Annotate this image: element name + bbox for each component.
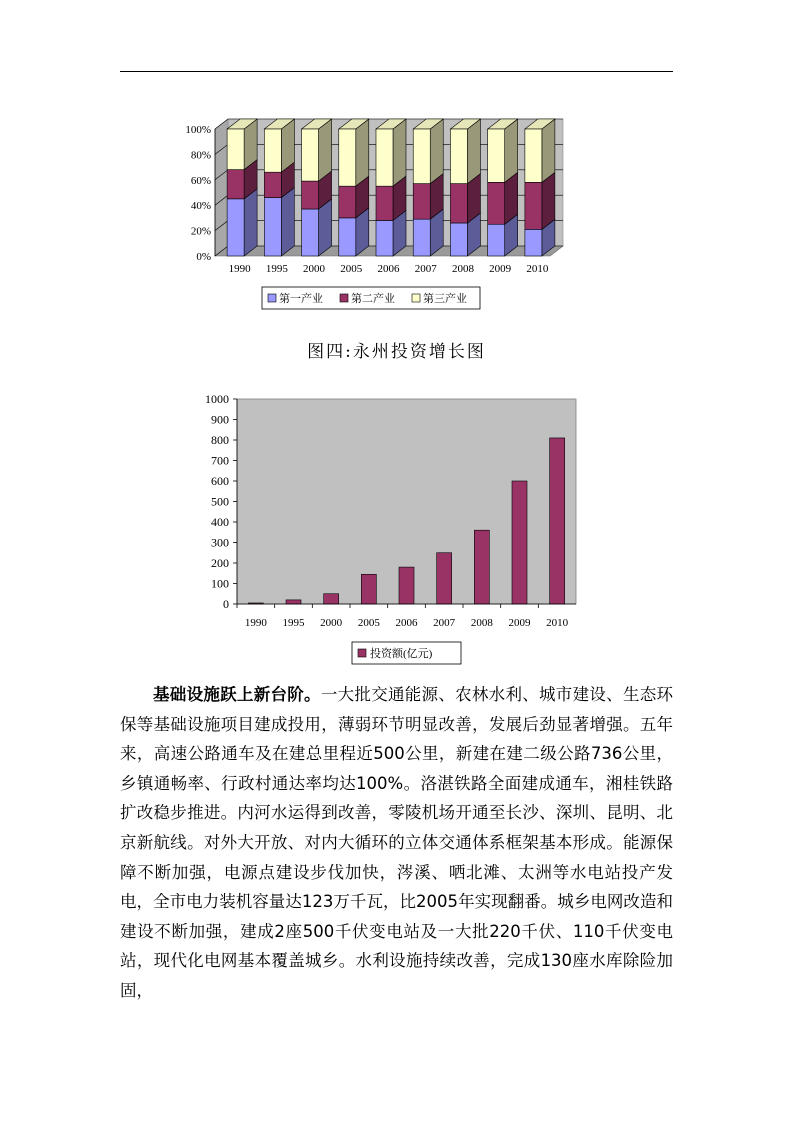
bar-front [302, 209, 319, 256]
bar-front [264, 129, 281, 172]
bar-front [450, 129, 467, 184]
y-tick-label: 200 [211, 556, 229, 570]
bar-front [525, 182, 542, 229]
bar-front [413, 219, 430, 256]
bar-side [356, 119, 369, 186]
y-tick-label: 80% [190, 149, 211, 162]
bar-segment-2007-3 [413, 119, 443, 184]
bar-front [376, 220, 393, 256]
legend-label: 第一产业 [279, 293, 323, 305]
bar-side [244, 189, 257, 256]
x-tick-label: 2000 [320, 617, 343, 629]
x-tick-label: 2000 [303, 263, 326, 275]
bar-segment-1995-3 [264, 119, 294, 172]
bar-front [227, 129, 244, 170]
chart1-legend [262, 287, 480, 309]
bar-front [488, 182, 505, 224]
bar-1995 [286, 600, 301, 604]
bar-front [488, 224, 505, 256]
x-tick-label: 2008 [451, 263, 474, 275]
bar-2000 [324, 594, 339, 604]
bar-side [319, 119, 332, 181]
bar-front [227, 170, 244, 199]
x-tick-label: 2010 [526, 263, 549, 275]
bar-front [488, 129, 505, 182]
bar-front [376, 129, 393, 186]
legend-label: 第三产业 [423, 293, 467, 305]
x-tick-label: 2009 [508, 617, 531, 629]
bar-2006 [399, 567, 414, 604]
bar-front [413, 129, 430, 184]
y-tick-label: 900 [211, 412, 229, 427]
bar-segment-2008-3 [450, 119, 480, 184]
x-tick-label: 2006 [377, 263, 400, 275]
bar-front [264, 172, 281, 197]
bar-front [339, 129, 356, 186]
chart1-yaxis [185, 124, 215, 263]
x-tick-label: 2005 [340, 263, 363, 275]
bar-2010 [550, 438, 565, 604]
bar-2008 [474, 530, 489, 604]
bar-2009 [512, 481, 527, 604]
x-tick-label: 2005 [357, 617, 380, 629]
chart1-bars [227, 119, 555, 256]
chart2-yaxis [205, 392, 237, 611]
bar-front [227, 199, 244, 256]
legend-swatch [340, 294, 348, 302]
chart2-legend [352, 642, 461, 664]
y-tick-label: 100% [185, 124, 211, 136]
legend-label: 投资额(亿元) [370, 648, 433, 660]
bar-2005 [361, 574, 376, 604]
y-tick-label: 0% [196, 251, 211, 263]
x-tick-label: 2006 [395, 617, 418, 629]
bar-side [430, 119, 443, 184]
bar-front [264, 198, 281, 256]
bar-segment-2009-3 [488, 119, 518, 182]
y-tick-label: 800 [211, 433, 229, 447]
x-tick-label: 1995 [282, 617, 305, 629]
bar-front [339, 218, 356, 256]
bar-side [542, 119, 555, 182]
bar-segment-2010-3 [525, 119, 555, 182]
y-tick-label: 20% [190, 225, 211, 238]
bar-front [376, 186, 393, 220]
bar-side [393, 119, 406, 186]
investment-chart [0, 380, 793, 670]
body-paragraph [120, 680, 673, 1006]
industry-share-chart [0, 0, 793, 330]
y-tick-label: 40% [190, 200, 211, 213]
bar-segment-2006-3 [376, 119, 406, 186]
x-tick-label: 2007 [433, 617, 456, 629]
bar-front [525, 229, 542, 256]
y-tick-label: 0 [223, 597, 229, 611]
x-tick-label: 1990 [244, 617, 267, 629]
legend-swatch [358, 649, 366, 657]
y-tick-label: 600 [211, 474, 229, 488]
bar-side [467, 119, 480, 184]
legend-swatch [412, 294, 420, 302]
bar-side [505, 119, 518, 182]
x-tick-label: 1995 [265, 263, 288, 275]
paragraph-lead: 基础设施跃上新台阶。 [153, 685, 321, 704]
bar-segment-2000-3 [302, 119, 332, 181]
y-tick-label: 700 [211, 453, 229, 468]
legend-swatch [268, 294, 276, 302]
y-tick-label: 300 [211, 535, 229, 550]
paragraph-text: 一大批交通能源、农林水利、城市建设、生态环保等基础设施项目建成投用，薄弱环节明显改善，发展后劲显著增强。五年来，高速公路通车及在建总里程近500公里，新建在建二级公路736公里，乡镇通畅率、行政村通达率均达100%。洛湛铁路全面建成通车，湘桂铁路扩改稳步推进。内河水运得到改善，零陵机场开通至长沙、深圳、昆明、北京新航线。对外大开放、对内大循环的立体交通体系框架基本形成。能源保障不断加强，电源点建设步伐加快，涔溪、哂北滩、太洲等水电站投产发电，全市电力装机容量达123万千瓦，比2005年实现翻番。城乡电网改造和建设不断加强，建成2座500千伏变电站及一大批220千伏、110千伏变电站，现代化电网基本覆盖城乡。水利设施持续改善，完成130座水库除险加固， [120, 685, 674, 1000]
bar-front [339, 186, 356, 218]
bar-front [302, 181, 319, 209]
bar-segment-1990-3 [227, 119, 257, 170]
chart1-xaxis [229, 263, 549, 275]
bar-2007 [437, 553, 452, 604]
chart2-xaxis [237, 604, 576, 629]
y-tick-label: 60% [190, 174, 211, 187]
x-tick-label: 2009 [489, 263, 512, 275]
bar-side [281, 188, 294, 256]
figure-caption: 图四:永州投资增长图 [307, 342, 486, 362]
x-tick-label: 2010 [546, 617, 569, 629]
bar-front [302, 129, 319, 181]
legend-label: 第二产业 [351, 293, 395, 305]
y-tick-label: 500 [211, 494, 229, 509]
y-tick-label: 1000 [205, 392, 229, 406]
bar-front [450, 184, 467, 223]
side-wall [215, 119, 228, 256]
bar-front [450, 223, 467, 256]
bar-segment-2005-3 [339, 119, 369, 186]
bar-front [413, 184, 430, 220]
bar-front [525, 129, 542, 182]
y-tick-label: 400 [211, 515, 229, 529]
x-tick-label: 2007 [414, 263, 437, 275]
x-tick-label: 1990 [228, 263, 251, 275]
y-tick-label: 100 [211, 576, 229, 591]
x-tick-label: 2008 [470, 617, 493, 629]
